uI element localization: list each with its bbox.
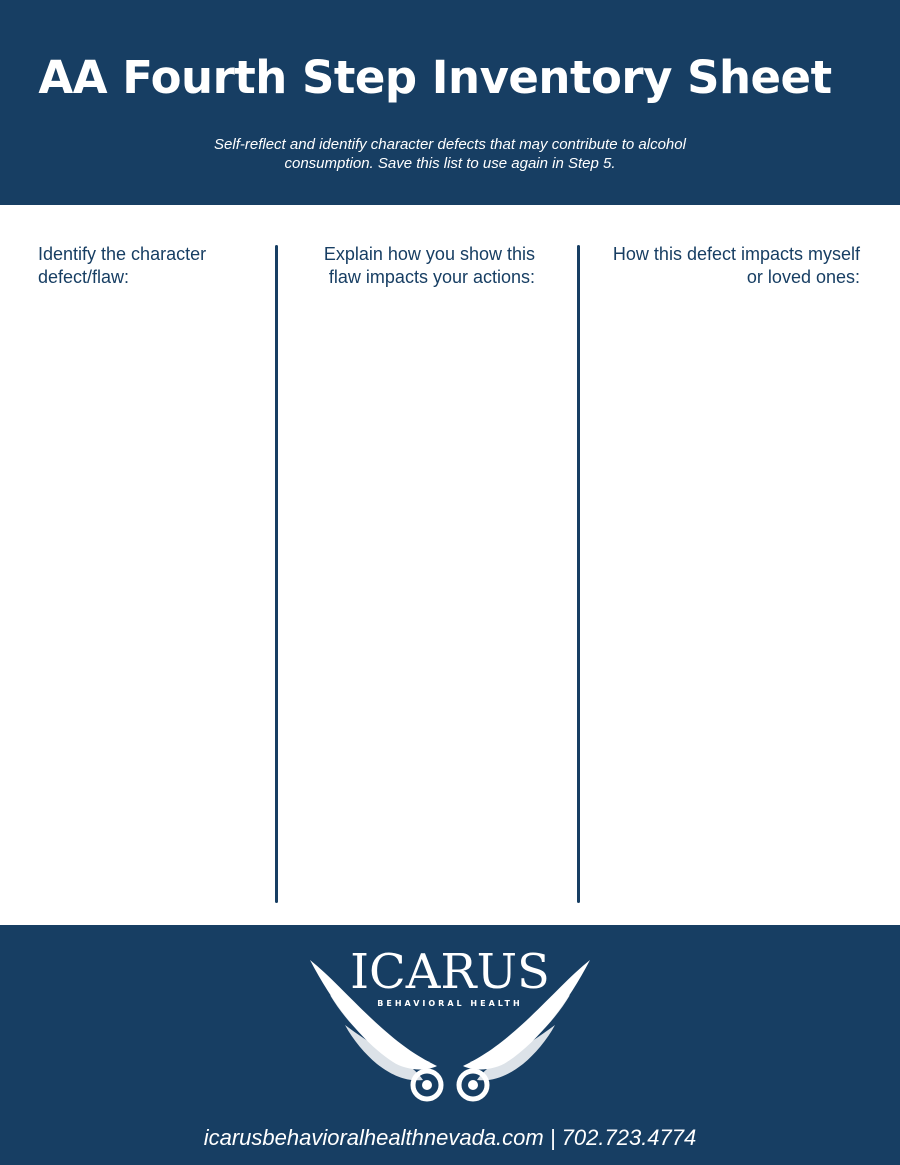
column-heading-defect	[38, 243, 258, 289]
column-heading-line: Identify the character	[38, 244, 207, 264]
column-heading-line: flaw impacts your actions:	[328, 267, 535, 287]
subtitle-line-1: Self-reflect and identify character defects that may contribute to alcohol	[214, 136, 686, 153]
column-heading-actions	[300, 243, 535, 289]
page-subtitle	[150, 135, 750, 173]
subtitle-line-2: consumption. Save this list to use again in Step 5.	[284, 155, 616, 172]
logo-wordmark: ICARUS	[350, 944, 550, 1000]
footer-contact-line: icarusbehavioralhealthnevada.com | 702.723.4774	[203, 1125, 697, 1150]
column-divider	[577, 245, 580, 903]
column-heading-line: Explain how you show this	[323, 244, 535, 264]
column-heading-impact	[595, 243, 860, 289]
column-divider	[275, 245, 278, 903]
icarus-logo	[305, 940, 595, 1110]
column-heading-line: or loved ones:	[746, 267, 860, 287]
column-heading-line: How this defect impacts myself	[612, 244, 860, 264]
column-heading-line: defect/flaw:	[38, 267, 130, 287]
logo-tagline: BEHAVIORAL HEALTH	[377, 999, 523, 1008]
page-title: AA Fourth Step Inventory Sheet	[38, 51, 832, 104]
